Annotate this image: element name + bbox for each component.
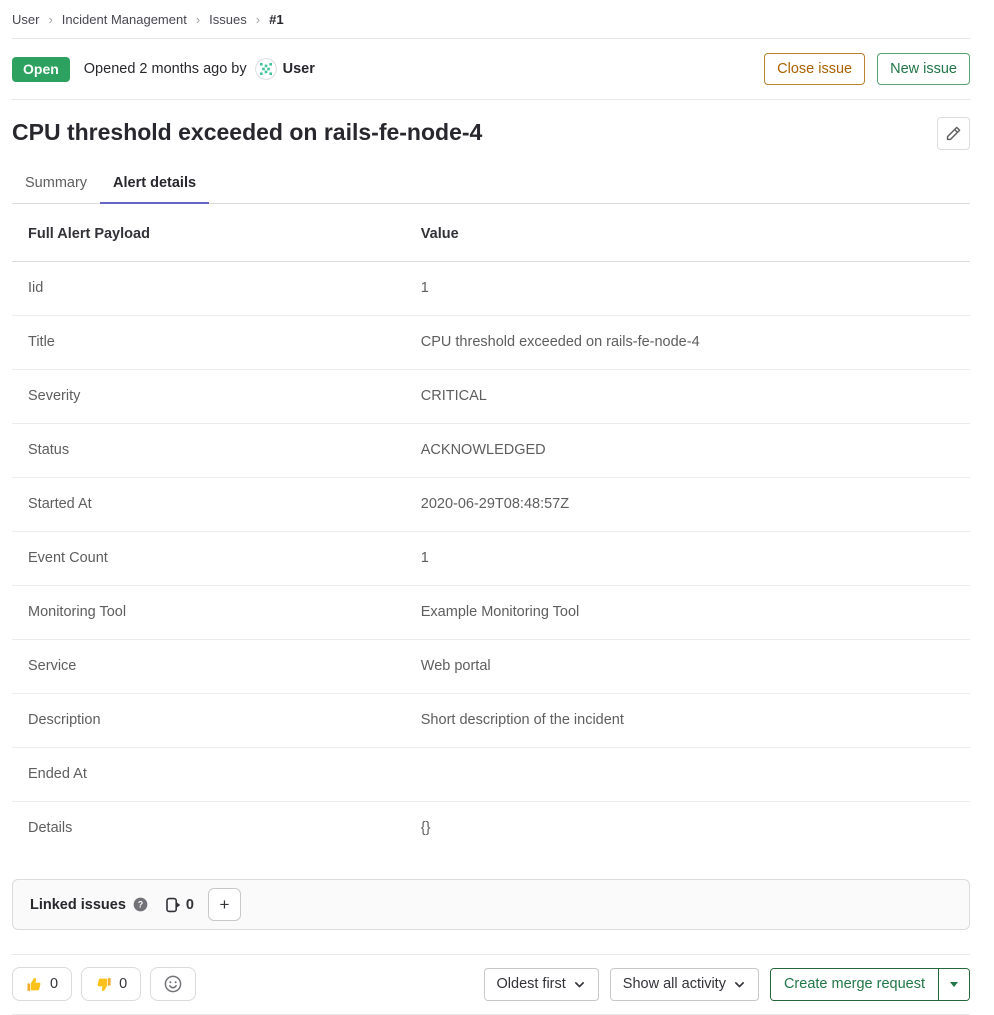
issue-type-icon [165, 897, 181, 913]
field-cell: Monitoring Tool [12, 586, 405, 640]
issue-status-bar [12, 39, 970, 100]
notes-toolbar [12, 954, 970, 1015]
value-cell: CPU threshold exceeded on rails-fe-node-4 [405, 316, 970, 370]
table-row [12, 478, 970, 532]
thumbs-down-count: 0 [119, 976, 128, 992]
table-row [12, 586, 970, 640]
field-cell: Details [28, 820, 73, 836]
field-cell: Ended At [12, 748, 405, 802]
chevron-right-icon: › [255, 12, 261, 27]
toolbar-right [484, 968, 971, 1001]
svg-text:?: ? [137, 899, 144, 910]
table-header-row [12, 206, 970, 262]
field-cell: Iid [12, 262, 405, 316]
award-emoji-group [12, 967, 196, 1001]
breadcrumb-current-issue: #1 [269, 12, 284, 27]
value-cell: 1 [405, 532, 970, 586]
chevron-down-icon [573, 978, 586, 991]
value-cell [405, 748, 970, 802]
table-row [12, 748, 970, 802]
merge-request-options-button[interactable] [938, 969, 969, 1000]
value-cell: Example Monitoring Tool [405, 586, 970, 640]
value-cell: Web portal [405, 640, 970, 694]
title-row [12, 117, 970, 150]
table-row [12, 532, 970, 586]
field-cell: Title [12, 316, 405, 370]
create-merge-request-button[interactable]: Create merge request [771, 969, 938, 1000]
tab-alert-details[interactable]: Alert details [100, 163, 209, 204]
avatar[interactable] [255, 58, 277, 80]
value-cell: Short description of the incident [405, 694, 970, 748]
sort-dropdown-label: Oldest first [496, 976, 566, 992]
value-cell: 2020-06-29T08:48:57Z [405, 478, 970, 532]
field-cell: Event Count [12, 532, 405, 586]
close-issue-button[interactable]: Close issue [764, 53, 865, 85]
value-cell: CRITICAL [405, 370, 970, 424]
activity-filter-dropdown[interactable] [610, 968, 759, 1001]
breadcrumb-incident-management[interactable]: Incident Management [61, 12, 187, 27]
value-cell: {} [420, 820, 431, 836]
thumbs-up-button[interactable] [12, 967, 72, 1001]
table-row [12, 802, 970, 856]
alert-table-body [12, 262, 970, 856]
page-title: CPU threshold exceeded on rails-fe-node-4 [12, 119, 483, 145]
breadcrumb [12, 0, 970, 39]
field-cell: Description [12, 694, 405, 748]
smiley-icon [164, 975, 182, 993]
table-row [12, 262, 970, 316]
breadcrumb-user[interactable]: User [12, 12, 40, 27]
linked-issues-card [12, 879, 970, 930]
tab-summary[interactable]: Summary [25, 175, 88, 191]
thumbs-up-count: 0 [50, 976, 59, 992]
thumbs-down-icon [95, 976, 112, 993]
opened-text: Opened 2 months ago by [83, 61, 247, 77]
chevron-right-icon: › [195, 12, 201, 27]
caret-down-icon [950, 982, 958, 987]
alert-details-table [12, 206, 970, 855]
linked-issues-count [165, 897, 194, 913]
add-reaction-button[interactable] [150, 967, 196, 1001]
activity-filter-label: Show all activity [622, 976, 726, 992]
chevron-down-icon [733, 978, 746, 991]
table-row [12, 640, 970, 694]
table-row [12, 316, 970, 370]
help-icon[interactable] [133, 897, 148, 912]
table-row [12, 694, 970, 748]
table-row [12, 424, 970, 478]
edit-title-button[interactable] [937, 117, 970, 150]
author-name[interactable]: User [282, 61, 315, 77]
field-cell: Service [12, 640, 405, 694]
thumbs-down-button[interactable] [81, 967, 141, 1001]
field-cell: Status [12, 424, 405, 478]
status-badge: Open [12, 57, 70, 82]
column-header-payload: Full Alert Payload [12, 206, 405, 262]
opened-by-line [84, 58, 315, 80]
linked-issues-count-value: 0 [185, 896, 194, 913]
value-cell: 1 [405, 262, 970, 316]
field-cell: Started At [12, 478, 405, 532]
new-issue-button[interactable]: New issue [877, 53, 970, 85]
field-cell: Severity [12, 370, 405, 424]
linked-issues-title: Linked issues [30, 896, 126, 913]
thumbs-up-icon [26, 976, 43, 993]
status-actions [764, 53, 970, 85]
sort-dropdown[interactable] [484, 968, 599, 1001]
add-linked-issue-button[interactable]: + [208, 888, 241, 921]
column-header-value: Value [405, 206, 970, 262]
table-row [12, 370, 970, 424]
chevron-right-icon: › [48, 12, 53, 27]
create-merge-request-split-button [770, 968, 970, 1001]
value-cell: ACKNOWLEDGED [405, 424, 970, 478]
breadcrumb-issues[interactable]: Issues [209, 12, 247, 27]
pencil-icon [945, 125, 962, 142]
issue-tabs [12, 163, 970, 204]
